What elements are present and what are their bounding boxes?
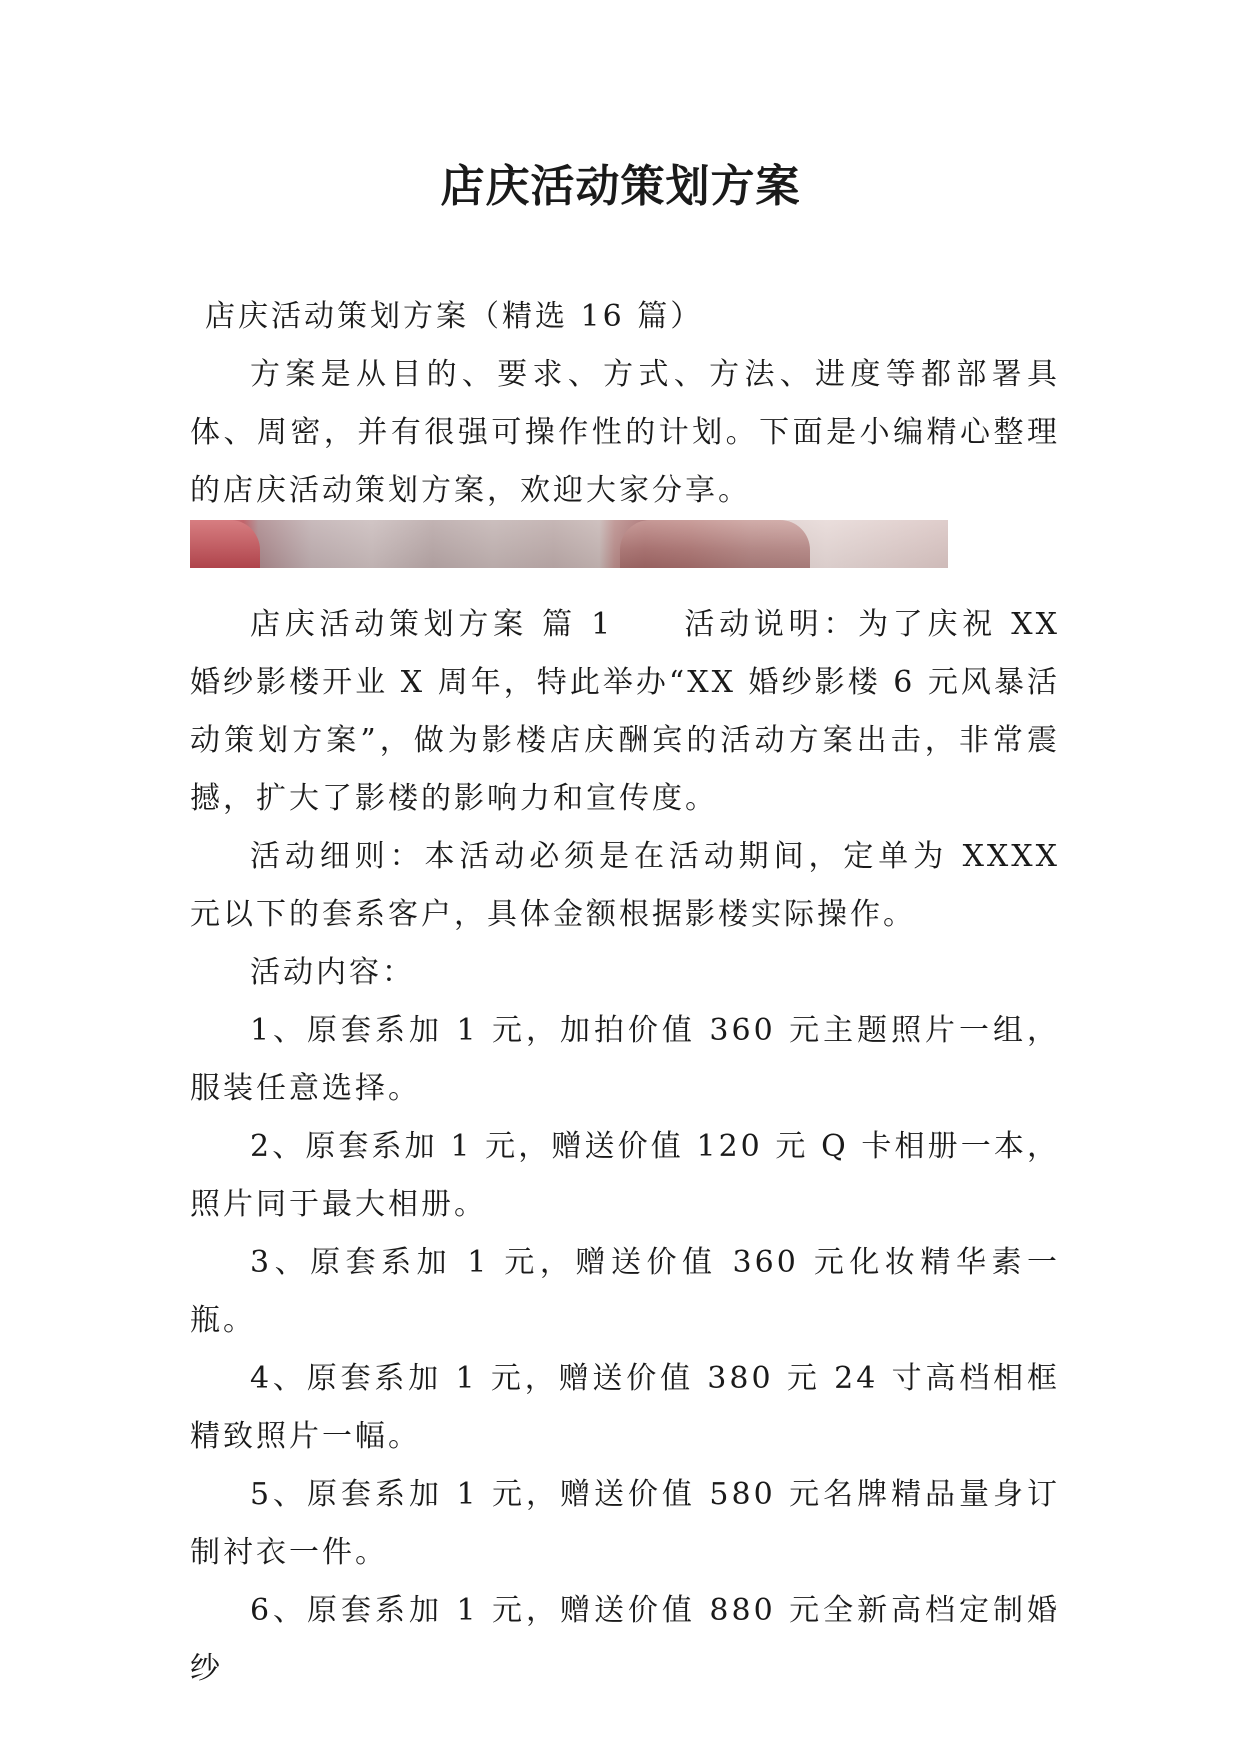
list-item: 6、原套系加 1 元，赠送价值 880 元全新高档定制婚纱 bbox=[190, 1593, 1060, 1686]
decorative-photo-strip bbox=[190, 520, 948, 568]
document-title: 店庆活动策划方案 bbox=[440, 161, 801, 212]
intro-paragraph: 方案是从目的、要求、方式、方法、进度等都部署具体、周密，并有很强可操作性的计划。下面是小编精心整理的店庆活动策划方案，欢迎大家分享。 bbox=[190, 357, 1060, 508]
document-body bbox=[190, 288, 1060, 1698]
document-subtitle: 店庆活动策划方案（精选 16 篇） bbox=[205, 299, 704, 334]
content-heading: 活动内容： bbox=[250, 955, 415, 990]
list-item: 2、原套系加 1 元，赠送价值 120 元 Q 卡相册一本，照片同于最大相册。 bbox=[190, 1129, 1060, 1222]
list-item: 1、原套系加 1 元，加拍价值 360 元主题照片一组，服装任意选择。 bbox=[190, 1013, 1060, 1106]
list-item: 3、原套系加 1 元，赠送价值 360 元化妆精华素一瓶。 bbox=[190, 1245, 1060, 1338]
list-item: 5、原套系加 1 元，赠送价值 580 元名牌精品量身订制衬衣一件。 bbox=[190, 1477, 1060, 1570]
rules-paragraph: 活动细则：本活动必须是在活动期间，定单为 XXXX 元以下的套系客户，具体金额根据影楼实际操作。 bbox=[190, 839, 1060, 932]
section-1-paragraph: 店庆活动策划方案 篇 1 活动说明：为了庆祝 XX 婚纱影楼开业 X 周年，特此举办“XX 婚纱影楼 6 元风暴活动策划方案”，做为影楼店庆酬宾的活动方案出击，非常震撼，扩大了影楼的影响力和宣传度。 bbox=[190, 607, 1060, 816]
list-item: 4、原套系加 1 元，赠送价值 380 元 24 寸高档相框精致照片一幅。 bbox=[190, 1361, 1060, 1454]
